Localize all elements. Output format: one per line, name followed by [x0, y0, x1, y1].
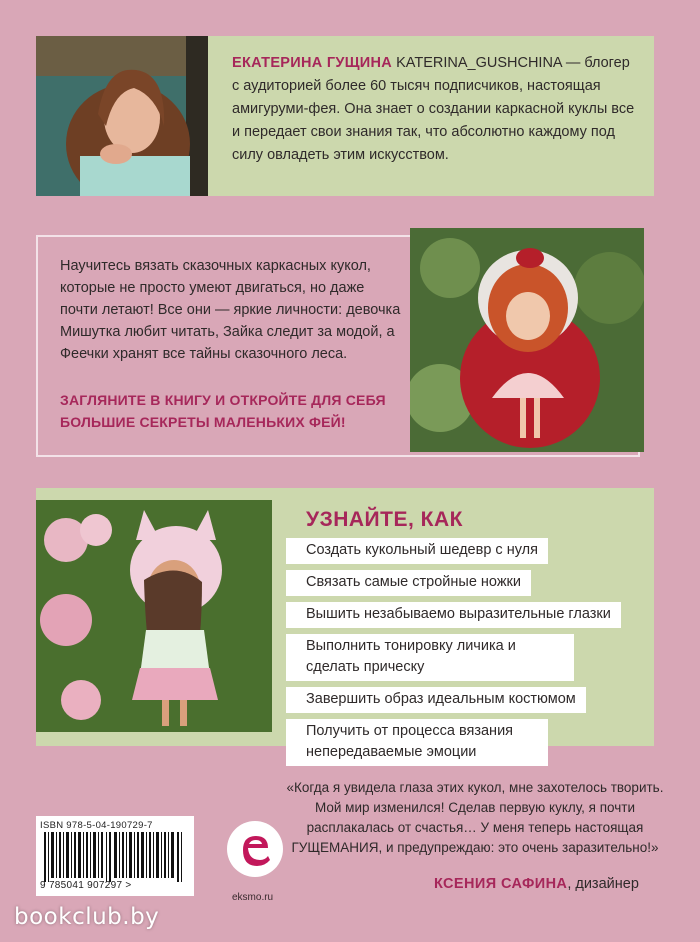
- intro-photo: [410, 228, 644, 452]
- author-portrait-image: [36, 36, 208, 196]
- intro-cta: ЗАГЛЯНИТЕ В КНИГУ И ОТКРОЙТЕ ДЛЯ СЕБЯ БОЛЬШИЕ СЕКРЕТЫ МАЛЕНЬКИХ ФЕЙ!: [60, 392, 386, 430]
- learn-item: Связать самые стройные ножки: [286, 570, 531, 596]
- bunny-doll-image: [36, 500, 272, 732]
- learn-list: [286, 538, 646, 772]
- learn-photo: [36, 500, 272, 732]
- barcode-number: 9 785041 907297 >: [40, 880, 132, 891]
- fairy-doll-image: [410, 228, 644, 452]
- author-name: ЕКАТЕРИНА ГУЩИНА: [232, 55, 393, 71]
- learn-title: УЗНАЙТЕ, КАК: [306, 508, 463, 531]
- isbn-text: ISBN 978-5-04-190729-7: [40, 820, 153, 831]
- learn-item: Вышить незабываемо выразительные глазки: [286, 602, 621, 628]
- testimonial-quote: «Когда я увидела глаза этих кукол, мне захотелось творить. Мой мир изменился! Сделав первую куклу, я почти расплакалась от счастья… У меня теперь настоящая ГУЩЕМАНИЯ, и предупреждаю: это очень заразительно!»: [286, 780, 664, 855]
- eksmo-logo-icon: [226, 820, 284, 878]
- learn-item: Выполнить тонировку личика и сделать прическу: [286, 634, 574, 681]
- testimonial-author-role: , дизайнер: [567, 876, 639, 892]
- testimonial-author: [434, 876, 639, 892]
- learn-item: Получить от процесса вязания непередаваемые эмоции: [286, 719, 548, 766]
- author-bio-text: KATERINA_GUSHCHINA — блогер с аудиторией более 60 тысяч подписчиков, настоящая амигуруми-фея. Она знает о создании каркасной куклы все и передает свои знания так, что абсолютно каждому под силу овладеть этим искусством.: [232, 55, 635, 163]
- barcode-bars: [44, 832, 184, 882]
- author-photo: [36, 36, 208, 196]
- learn-item: Создать кукольный шедевр с нуля: [286, 538, 548, 564]
- learn-item: Завершить образ идеальным костюмом: [286, 687, 586, 713]
- intro-text: Научитесь вязать сказочных каркасных кукол, которые не просто умеют двигаться, но даже почти летают! Все они — яркие личности: девочка Мишутка любит читать, Зайка следит за модой, а Феечки хранят все тайны сказочного леса.: [60, 258, 401, 362]
- author-bio: [232, 52, 636, 167]
- watermark: bookclub.by: [14, 904, 160, 930]
- testimonial-author-name: КСЕНИЯ САФИНА: [434, 876, 568, 892]
- publisher-url: eksmo.ru: [232, 892, 274, 903]
